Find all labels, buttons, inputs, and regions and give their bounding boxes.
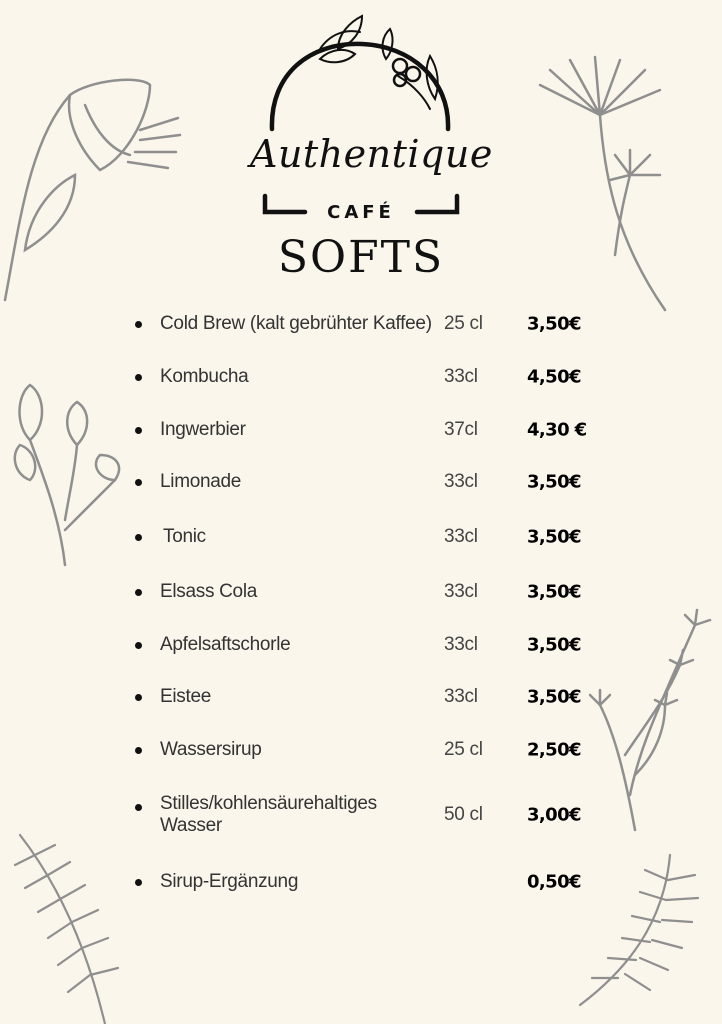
item-price: 3,50€ (527, 471, 581, 493)
item-price: 3,50€ (527, 526, 581, 548)
item-price: 2,50€ (527, 739, 581, 761)
list-item (0, 735, 722, 765)
list-item (0, 309, 722, 339)
item-price: 3,50€ (527, 634, 581, 656)
bullet (135, 694, 142, 701)
item-name: Eistee (160, 686, 212, 707)
item-size: 33cl (444, 526, 478, 547)
bullet (135, 879, 142, 886)
item-name: Kombucha (160, 366, 249, 387)
bullet (135, 427, 142, 434)
list-item (0, 522, 722, 552)
bullet (135, 642, 142, 649)
item-name: Elsass Cola (160, 581, 258, 602)
bullet (135, 374, 142, 381)
list-item (0, 867, 722, 897)
bullet (135, 804, 142, 811)
list-item (0, 362, 722, 392)
item-size: 25 cl (444, 739, 483, 760)
item-size: 50 cl (444, 804, 483, 825)
list-item (0, 682, 722, 712)
bullet (135, 479, 142, 486)
list-item (0, 790, 722, 840)
item-size: 33cl (444, 366, 478, 387)
item-price: 3,50€ (527, 581, 581, 603)
item-name: Wassersirup (160, 739, 262, 760)
item-price: 4,30 € (527, 419, 587, 441)
list-item (0, 415, 722, 445)
item-name: Ingwerbier (160, 419, 246, 440)
item-price: 3,50€ (527, 686, 581, 708)
logo-subtitle: CAFÉ (327, 202, 395, 223)
list-item (0, 577, 722, 607)
item-name: Sirup-Ergänzung (160, 871, 299, 892)
list-item (0, 467, 722, 497)
bullet (135, 321, 142, 328)
item-price: 3,50€ (527, 313, 581, 335)
item-size: 33cl (444, 581, 478, 602)
item-name: Apfelsaftschorle (160, 634, 291, 655)
item-size: 37cl (444, 419, 478, 440)
item-name: Tonic (163, 526, 206, 547)
item-size: 25 cl (444, 313, 483, 334)
bullet (135, 589, 142, 596)
bullet (135, 534, 142, 541)
item-price: 4,50€ (527, 366, 581, 388)
item-size: 33cl (444, 686, 478, 707)
item-name: Stilles/kohlensäurehaltiges Wasser (160, 793, 377, 836)
item-size: 33cl (444, 471, 478, 492)
list-item (0, 630, 722, 660)
logo-brand-name: Authentique (250, 132, 493, 176)
item-size: 33cl (444, 634, 478, 655)
item-price: 0,50€ (527, 871, 581, 893)
item-name: Limonade (160, 471, 242, 492)
item-price: 3,00€ (527, 804, 581, 826)
item-name: Cold Brew (kalt gebrühter Kaffee) (160, 313, 432, 334)
bullet (135, 747, 142, 754)
page-title: SOFTS (277, 232, 445, 283)
